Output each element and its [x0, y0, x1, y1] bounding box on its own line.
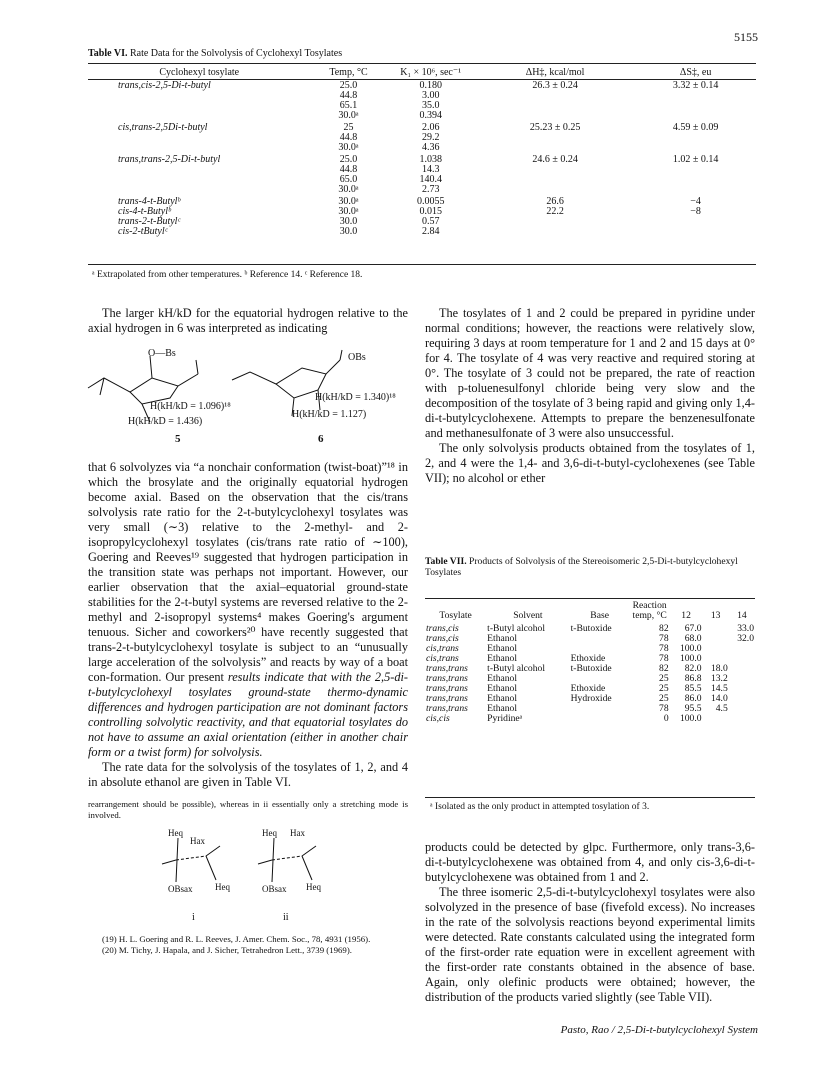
table7-row: [425, 694, 755, 704]
table7-caption: [425, 556, 755, 578]
table6-cell: 4.59 ± 0.09: [672, 122, 719, 133]
paragraph: products could be detected by glpc. Furthermore, only trans-3,6-di-t-butylcyclohexene was obtained from 4, and only cis-3,6-di-t-butylcyclohexene was obtained from 1 and 2.: [425, 840, 755, 884]
table7-cell: 67.0: [684, 623, 702, 634]
struct6-label1: H(kH/kD = 1.340)¹⁸: [315, 392, 396, 403]
table7-cell: Ethanol: [487, 693, 518, 704]
table6-header-cell: ΔH‡, kcal/mol: [525, 67, 585, 78]
table7-top-rule: [425, 598, 755, 599]
paragraph-text: that 6 solvolyzes via “a nonchair conformation (twist-boat)”¹⁸ in which the brosylate and the originally equatorial hydrogen become axial. Based on the observation that the cis/trans solvolysis rate ratio for the 2-t-butylcyclohexyl tosylates was very small (∼3) relative to the 2-methyl- and 2-isopropylcyclohexyl tosylates (cis/trans rate ratio of ∼100), Goering and Reeves¹⁹ suggested that hydrogen participation in the transition state was perhaps not important. However, our earlier observation that the axial–equatorial ground-state stabilities for the 2-t-butyl systems are reversed relative to the 2-methyl and 2-isopropyl systems⁴ makes Goering's argument tenuous. Sicher and coworkers²⁰ have recently suggested that trans-2-t-butylcyclohexyl tosylate is subject to an “unusually large acceleration of the solvolysis” and reacts by way of a boat con-formation. Our present: [88, 460, 408, 684]
struct-i-heq2: Heq: [215, 882, 230, 892]
struct-ii-obs: OBsax: [262, 884, 287, 894]
table6-row: [88, 123, 756, 155]
table6-top-rule: [88, 63, 756, 64]
table7-cell: [570, 704, 630, 714]
paragraph: The only solvolysis products obtained from the tosylates of 1, 2, and 4 were the 1,4- and 3,6-di-t-butyl-cyclohexenes (see Table VII); no alcohol or ether: [425, 441, 755, 485]
table6-row: [88, 197, 756, 239]
table6-cell: −4 −8: [690, 196, 701, 217]
table7-cell: 85.5: [684, 683, 702, 694]
table7-cell: 25: [659, 673, 669, 684]
table6-cell: 26.6 22.2: [546, 196, 564, 217]
table6-header-cell: Temp, °C: [329, 67, 368, 78]
table7-cell: 100.0: [679, 653, 702, 664]
table7-cell: Ethanol: [487, 703, 518, 714]
table7-cell: 82: [659, 663, 669, 674]
table7-row: [425, 704, 755, 714]
table7-row: [425, 714, 755, 724]
table7-cell: 86.8: [684, 673, 702, 684]
table6-cell: 0.0055 0.015 0.57 2.84: [416, 196, 445, 237]
left-col-body: [88, 460, 408, 790]
table7-row: [425, 634, 755, 644]
table7-cell: Ethoxide: [570, 683, 606, 694]
reference-19: (19) H. L. Goering and R. L. Reeves, J. Amer. Chem. Soc., 78, 4931 (1956).: [102, 934, 371, 944]
table7: [425, 601, 755, 724]
table6-cell: cis,trans-2,5Di-t-butyl: [118, 122, 208, 133]
struct-ii-number: ii: [283, 912, 289, 923]
table6-cell: 26.3 ± 0.24: [532, 80, 578, 91]
table7-cell: [729, 684, 755, 694]
table7-cell: trans,trans: [426, 683, 468, 694]
paragraph: The three isomeric 2,5-di-t-butylcyclohexyl tosylates were also solvolyzed in the presence of base (fivefold excess). No increases in the rate of the solvolysis reactions beyond experimental limits were detected. Rate constants calculated using the integrated form of the first-order rate equation were in excellent agreement with the first-order rate constants obtained in the absence of base. Again, only olefinic products were obtained; however, the distribution of the products varied slightly (see Table VII).: [425, 885, 755, 1004]
table7-cell: trans,cis: [426, 633, 459, 644]
table7-cell: 14.5: [710, 683, 728, 694]
struct5-group: O—Bs: [148, 348, 176, 359]
table7-cell: t-Butoxide: [570, 623, 612, 634]
page-number: 5155: [734, 30, 758, 44]
table7-header-cell: 13: [710, 610, 721, 621]
left-col-intro: [88, 306, 408, 336]
table6-cell: trans,cis-2,5-Di-t-butyl: [118, 80, 211, 91]
table7-cell: [729, 644, 755, 654]
table6-header-cell: Cyclohexyl tosylate: [159, 67, 240, 78]
table7-row: [425, 664, 755, 674]
table6-footnote: ᵃ Extrapolated from other temperatures. ᵇ Reference 14. ᶜ Reference 18.: [92, 270, 363, 280]
table7-cell: [729, 654, 755, 664]
table7-header-cell: 12: [681, 610, 691, 621]
table7-cell: 78: [659, 653, 669, 664]
right-col-top: [425, 306, 755, 486]
table6-cell: 25 44.8 30.0ᵃ: [338, 122, 359, 153]
table7-cell: trans,trans: [426, 693, 468, 704]
table7-cell: Ethanol: [487, 643, 518, 654]
table7-cell: cis,trans: [426, 643, 459, 654]
struct6-label2: H(kH/kD = 1.127): [292, 409, 367, 420]
table7-cell: Pyridineᵃ: [487, 713, 523, 724]
table7-cell: 25: [659, 693, 669, 704]
struct-i-hax: Hax: [190, 836, 205, 846]
table7-cell: [703, 644, 729, 654]
table7-cell: Ethanol: [487, 653, 518, 664]
running-footer: Pasto, Rao / 2,5-Di-t-butylcyclohexyl System: [560, 1024, 758, 1036]
table7-cell: t-Butoxide: [570, 663, 612, 674]
table7-cell: 100.0: [679, 713, 702, 724]
table7-cell: 78: [659, 633, 669, 644]
table7-cell: 78: [659, 703, 669, 714]
table6-cell: 25.0 44.8 65.0 30.0ᵃ: [338, 154, 359, 195]
table7-cell: 33.0: [737, 623, 754, 634]
table6-cell: trans-4-t-Butylᵇ cis-4-t-Butylᵇ trans-2-t-Butylᶜ cis-2-tButylᶜ: [118, 196, 181, 237]
table7-cell: 13.2: [710, 673, 728, 684]
table7-cell: 100.0: [679, 643, 702, 654]
table7-cell: Ethanol: [487, 673, 518, 684]
table7-cell: Ethoxide: [570, 653, 606, 664]
table6-cell: 2.06 29.2 4.36: [421, 122, 440, 153]
table7-cell: [703, 634, 729, 644]
table7-cell: Ethanol: [487, 633, 518, 644]
struct6-number: 6: [318, 433, 324, 445]
table6-row: [88, 81, 756, 123]
table6-cell: 25.23 ± 0.25: [529, 122, 581, 133]
table7-header-cell: Reaction temp, °C: [632, 600, 667, 621]
table7-cell: 82.0: [684, 663, 702, 674]
table7-header-cell: Solvent: [513, 610, 543, 621]
table7-cell: 32.0: [737, 633, 754, 644]
table7-cell: t-Butyl alcohol: [487, 663, 545, 674]
right-col-bottom: [425, 840, 755, 1005]
reference-20: (20) M. Tichy, J. Hapala, and J. Sicher, Tetrahedron Lett., 3739 (1969).: [102, 944, 352, 955]
table7-cell: 25: [659, 683, 669, 694]
table6-row: [88, 155, 756, 197]
paragraph: The rate data for the solvolysis of the tosylates of 1, 2, and 4 in absolute ethanol are given in Table VI.: [88, 760, 408, 789]
table7-cell: t-Butyl alcohol: [487, 623, 545, 634]
table6-cell: 24.6 ± 0.24: [532, 154, 578, 165]
table6: [88, 66, 756, 239]
table7-cell: [729, 664, 755, 674]
table7-cell: cis,trans: [426, 653, 459, 664]
table7-cell: cis,cis: [426, 713, 450, 724]
table7-cell: [729, 674, 755, 684]
table7-cell: 14.0: [710, 693, 728, 704]
table6-cell: 1.038 14.3 140.4 2.73: [419, 154, 442, 195]
table7-cell: [729, 704, 755, 714]
table6-cell: trans,trans-2,5-Di-t-butyl: [118, 154, 221, 165]
struct-ii-heq2: Heq: [306, 882, 321, 892]
table7-cell: trans,cis: [426, 623, 459, 634]
table7-cell: Ethanol: [487, 683, 518, 694]
table7-cell: [570, 634, 630, 644]
table7-cell: trans,trans: [426, 663, 468, 674]
struct-i-obs: OBsax: [168, 884, 193, 894]
table6-cell: 30.0ᵃ 30.0ᵃ 30.0 30.0: [338, 196, 359, 237]
table6-label: Table VI.: [88, 48, 128, 59]
table7-header-cell: Tosylate: [439, 610, 472, 621]
table7-header-cell: 14: [737, 610, 747, 621]
paragraph: [88, 460, 408, 760]
table6-header-cell: ΔS‡, eu: [679, 67, 712, 78]
table7-cell: [729, 694, 755, 704]
table6-bottom-rule: [88, 264, 756, 265]
table6-cell: 0.180 3.00 35.0 0.394: [419, 80, 442, 121]
table7-cell: Hydroxide: [570, 693, 612, 704]
paragraph: The larger kH/kD for the equatorial hydrogen relative to the axial hydrogen in 6 was interpreted as indicating: [88, 306, 408, 335]
table7-cell: 86.0: [684, 693, 702, 704]
table7-cell: 95.5: [684, 703, 702, 714]
table7-cell: [703, 624, 729, 634]
struct-ii-heq: Heq: [262, 828, 277, 838]
table6-header-cell: K₁ × 10⁶, sec⁻¹: [400, 67, 462, 78]
struct-ii-hax: Hax: [290, 828, 305, 838]
struct5-label2: H(kH/kD = 1.436): [128, 416, 203, 427]
table7-cell: 68.0: [684, 633, 702, 644]
table6-caption: [88, 48, 342, 59]
table6-cell: 1.02 ± 0.14: [672, 154, 719, 165]
table7-header-cell: Base: [590, 610, 609, 621]
struct5-label1: H(kH/kD = 1.096)¹⁸: [150, 401, 231, 412]
paragraph-emphasis: results indicate that with the 2,5-di-t-butylcyclohexyl tosylates ground-state thermo-dynamic differences and hydrogen participation are not dominant factors controlling solvolytic reactivity, and that equatorial tosylates do not have to assume an axial orientation (either in another chair form or a twist form) for solvolysis.: [88, 670, 408, 759]
table7-bottom-rule: [425, 797, 755, 798]
table7-cell: 18.0: [710, 663, 728, 674]
struct-i-heq: Heq: [168, 828, 183, 838]
table7-title: Products of Solvolysis of the Stereoisomeric 2,5-Di-t-butylcyclohexyl Tosylates: [425, 556, 738, 578]
table7-footnote: ᵃ Isolated as the only product in attempted tosylation of 3.: [430, 802, 650, 812]
references: [88, 934, 408, 955]
table6-cell: 3.32 ± 0.14: [672, 80, 719, 91]
table7-row: [425, 624, 755, 634]
table7-cell: trans,trans: [426, 703, 468, 714]
struct6-group: OBs: [348, 352, 366, 363]
struct-i-number: i: [192, 912, 195, 923]
table7-cell: trans,trans: [426, 673, 468, 684]
paragraph: The tosylates of 1 and 2 could be prepared in pyridine under normal conditions; however, the reactions were relatively slow, requiring 3 days at room temperature for 1 and 2 and 15 days at 0° for 4. The tosylate of 4 was very reactive and required storing at 0°. The tosylate of 3 could not be prepared, the rate of reaction with p-toluenesulfonyl chloride being very slow and the decomposition of the tosylate of 3 being rapid and giving only 1,4-di-t-butylcyclohexene. Attempts to prepare the benzenesulfonate and methanesulfonate of 3 were also unsuccessful.: [425, 306, 755, 440]
table6-cell: 25.0 44.8 65.1 30.0ᵃ: [338, 80, 359, 121]
table7-cell: [703, 714, 729, 724]
table6-title: Rate Data for the Solvolysis of Cyclohexyl Tosylates: [129, 48, 343, 59]
table7-cell: [729, 714, 755, 724]
table7-cell: 82: [659, 623, 669, 634]
footnote-continuation: rearrangement should be possible), whereas in ii essentially only a stretching mode is involved.: [88, 799, 408, 820]
table7-label: Table VII.: [425, 556, 467, 567]
table7-cell: [570, 714, 630, 724]
table7-cell: 0: [663, 713, 669, 724]
table7-cell: 78: [659, 643, 669, 654]
struct5-number: 5: [175, 433, 181, 445]
table7-cell: 4.5: [715, 703, 728, 714]
